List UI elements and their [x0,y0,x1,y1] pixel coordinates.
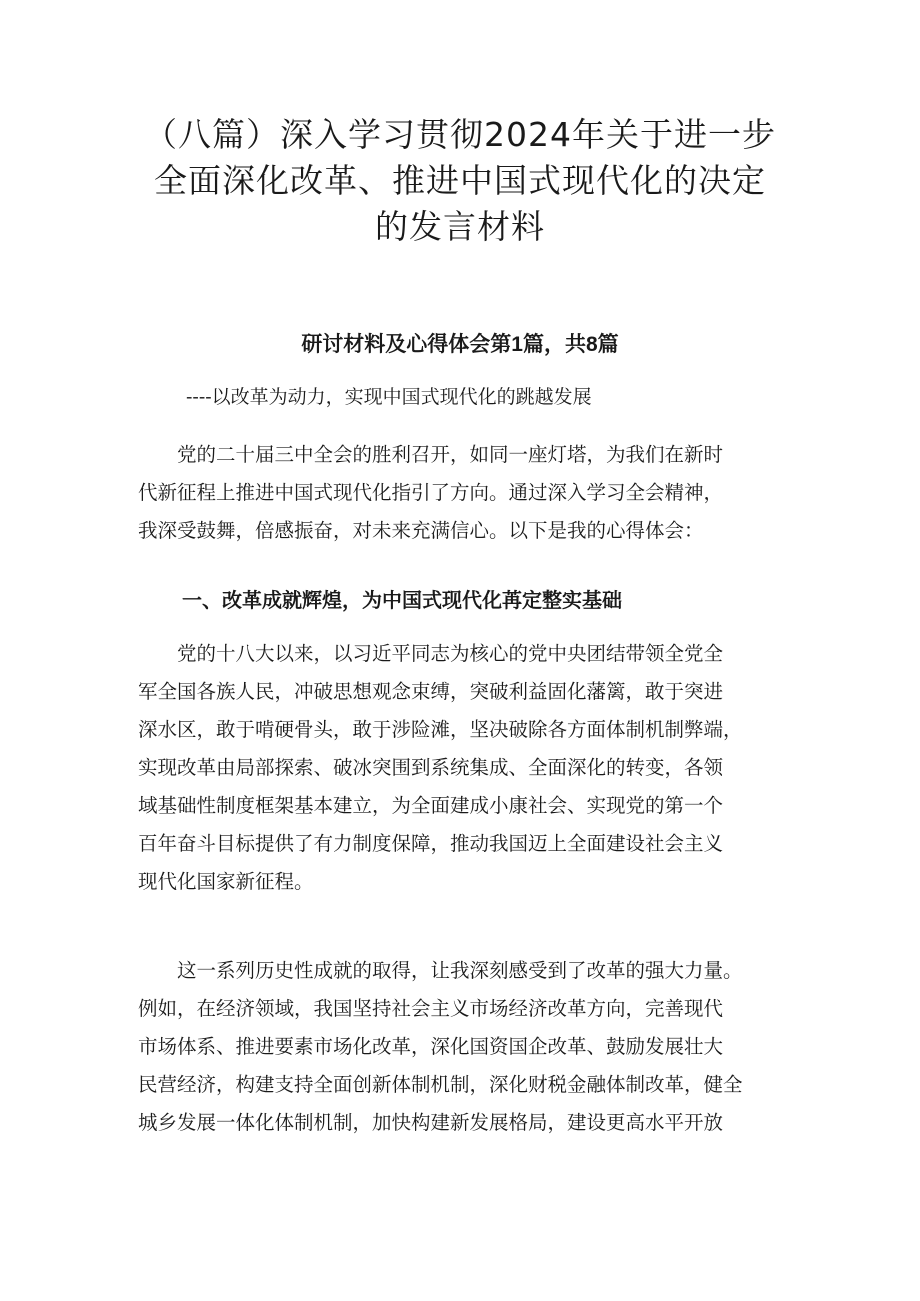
title-line-1: （八篇）深入学习贯彻2024年关于进一步 [144,115,776,154]
paragraph-line: 深水区，敢于啃硬骨头，敢于涉险滩，坚决破除各方面体制机制弊端， [138,718,743,741]
paragraph-line: 这一系列历史性成就的取得，让我深刻感受到了改革的强大力量。 [138,959,743,982]
document-title [110,112,810,250]
paragraph-line: 城乡发展一体化体制机制，加快构建新发展格局，建设更高水平开放 [138,1111,724,1134]
intro-paragraph [138,436,802,550]
document-subtitle: 研讨材料及心得体会第1篇，共8篇 [301,333,619,356]
paragraph-line: 实现改革由局部探索、破冰突围到系统集成、全面深化的转变，各领 [138,756,724,779]
section-1-heading: 一、改革成就辉煌，为中国式现代化苒定整实基础 [182,590,622,612]
paragraph-line: 域基础性制度框架基本建立，为全面建成小康社会、实现党的第一个 [138,794,724,817]
intro-line-3: 我深受鼓舞，倍感振奋，对未来充满信心。以下是我的心得体会： [138,519,704,542]
title-line-2: 全面深化改革、推进中国式现代化的决定 [154,161,766,200]
paragraph-line: 军全国各族人民，冲破思想观念束缚，突破利益固化藩篱，敢于突进 [138,680,724,703]
section-1-paragraph-2 [138,952,802,1142]
paragraph-line: 现代化国家新征程。 [138,870,314,893]
paragraph-line: 例如，在经济领域，我国坚持社会主义市场经济改革方向，完善现代 [138,997,724,1020]
intro-line-1: 党的二十届三中全会的胜利召开，如同一座灯塔，为我们在新时 [138,443,724,466]
section-1-paragraph-1 [138,635,802,901]
paragraph-line: 百年奋斗目标提供了有力制度保障，推动我国迈上全面建设社会主义 [138,832,724,855]
document-tagline: ----以改革为动力，实现中国式现代化的跳越发展 [186,386,592,408]
intro-line-2: 代新征程上推进中国式现代化指引了方向。通过深入学习全会精神， [138,481,724,504]
title-line-3: 的发言材料 [375,207,545,246]
paragraph-line: 民营经济，构建支持全面创新体制机制，深化财税金融体制改革，健全 [138,1073,743,1096]
paragraph-line: 党的十八大以来，以习近平同志为核心的党中央团结带领全党全 [138,642,724,665]
paragraph-line: 市场体系、推进要素市场化改革，深化国资国企改革、鼓励发展壮大 [138,1035,724,1058]
